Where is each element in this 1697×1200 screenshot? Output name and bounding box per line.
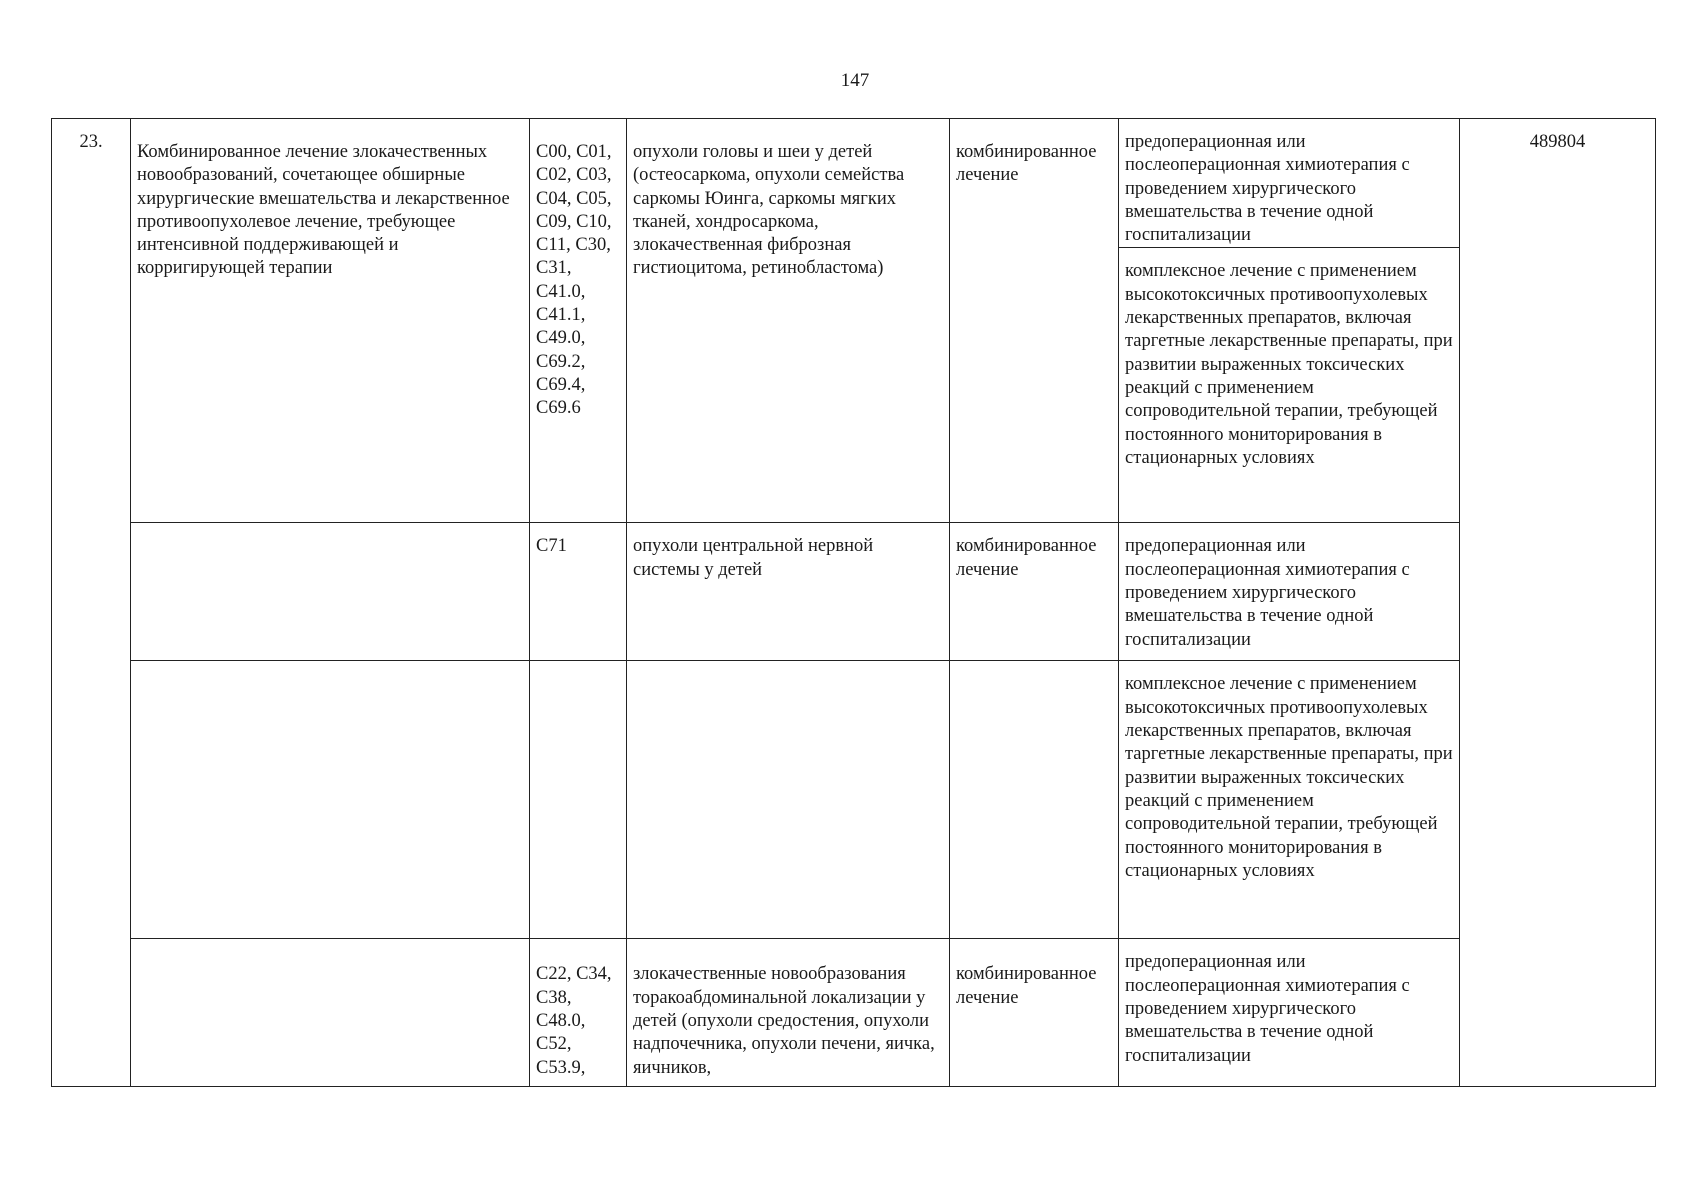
treatment-type: комбинированное лечение xyxy=(950,119,1119,523)
treatment-type: комбинированное лечение xyxy=(950,523,1119,661)
entry-number: 23. xyxy=(52,119,131,1087)
empty-cell xyxy=(950,661,1119,939)
empty-cell xyxy=(530,661,627,939)
diagnosis: опухоли центральной нервной системы у детей xyxy=(627,523,950,661)
diagnosis: злокачественные новообразования торакоабдоминальной локализации у детей (опухоли средостения, опухоли надпочечника, опухоли печени, яичка, яичников, xyxy=(627,939,950,1087)
diagnosis: опухоли головы и шеи у детей (остеосаркома, опухоли семейства саркомы Юинга, саркомы мягких тканей, хондросаркома, злокачественная фиброзная гистиоцитома, ретинобластома) xyxy=(627,119,950,523)
table-row xyxy=(52,661,1656,939)
price: 489804 xyxy=(1460,119,1656,1087)
table-row xyxy=(52,119,1656,248)
treatment-type: комбинированное лечение xyxy=(950,939,1119,1087)
empty-cell xyxy=(131,661,530,939)
empty-cell xyxy=(131,939,530,1087)
icd-codes: C00, C01, C02, C03, C04, C05, C09, C10, C11, C30, C31, C41.0, C41.1, C49.0, C69.2, C69.4, C69.6 xyxy=(530,119,627,523)
treatment-method: предоперационная или послеоперационная химиотерапия с проведением хирургического вмешательства в течение одной госпитализации xyxy=(1119,523,1460,661)
icd-codes: C22, C34, C38, C48.0, C52, C53.9, xyxy=(530,939,627,1087)
table-row xyxy=(52,523,1656,661)
empty-cell xyxy=(627,661,950,939)
treatment-method: предоперационная или послеоперационная химиотерапия с проведением хирургического вмешательства в течение одной госпитализации xyxy=(1119,939,1460,1087)
treatment-table xyxy=(51,118,1656,1087)
treatment-method: комплексное лечение с применением высокотоксичных противоопухолевых лекарственных препаратов, включая таргетные лекарственные препараты, при развитии выраженных токсических реакций с применением сопроводительной терапии, требующей постоянного мониторирования в стационарных условиях xyxy=(1119,248,1460,523)
empty-cell xyxy=(131,523,530,661)
page-number: 147 xyxy=(840,70,870,91)
entry-name: Комбинированное лечение злокачественных новообразований, сочетающее обширные хирургические вмешательства и лекарственное противоопухолевое лечение, требующее интенсивной поддерживающей и корригирующей терапии xyxy=(131,119,530,523)
icd-codes: C71 xyxy=(530,523,627,661)
treatment-method: предоперационная или послеоперационная химиотерапия с проведением хирургического вмешательства в течение одной госпитализации xyxy=(1119,119,1460,248)
treatment-method: комплексное лечение с применением высокотоксичных противоопухолевых лекарственных препаратов, включая таргетные лекарственные препараты, при развитии выраженных токсических реакций с применением сопроводительной терапии, требующей постоянного мониторирования в стационарных условиях xyxy=(1119,661,1460,939)
table-row xyxy=(52,939,1656,1087)
